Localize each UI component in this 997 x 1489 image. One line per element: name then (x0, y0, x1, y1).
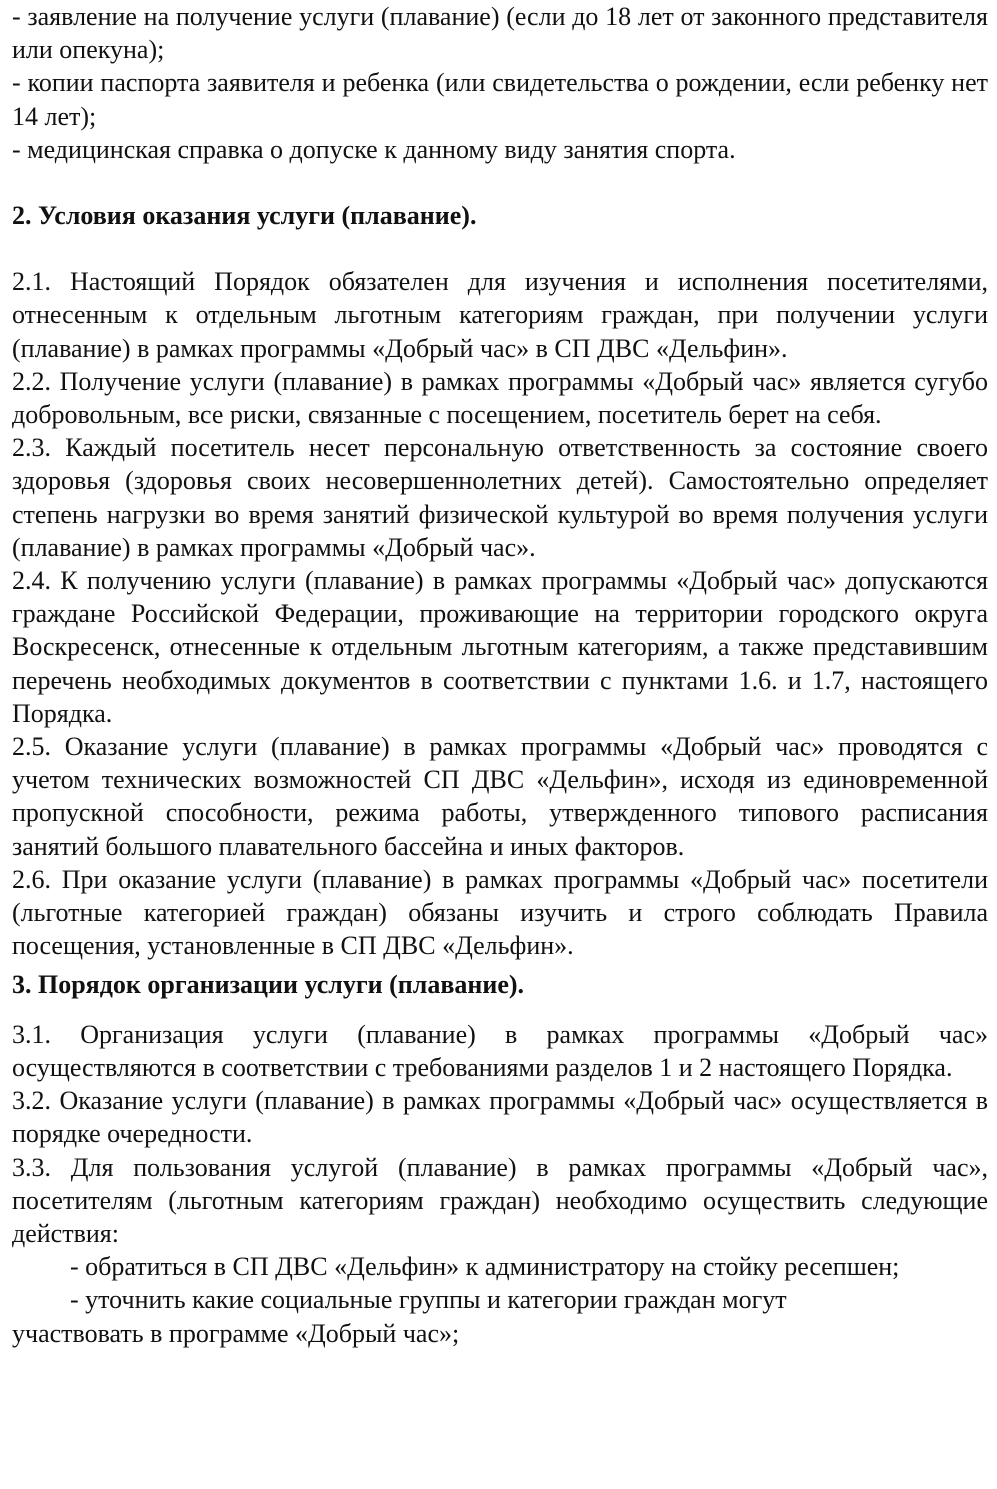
intro-item: - заявление на получение услуги (плавание) (если до 18 лет от законного представителя или опекуна); (12, 2, 988, 65)
section-2-item: 2.2. Получение услуги (плавание) в рамках программы «Добрый час» является сугубо добровольным, все риски, связанные с посещением, посетитель берет на себя. (12, 366, 988, 430)
intro-item: - копии паспорта заявителя и ребенка (или свидетельства о рождении, если ребенку нет 14 лет); (12, 68, 988, 131)
section-3-sub-item: - уточнить какие социальные группы и категории граждан могут (70, 1285, 787, 1315)
section-3-item: 3.2. Оказание услуги (плавание) в рамках программы «Добрый час» осуществляется в порядке очередности. (12, 1086, 988, 1149)
spacer (12, 166, 988, 199)
spacer (12, 1002, 988, 1018)
section-3-heading: 3. Порядок организации услуги (плавание). (12, 970, 525, 1000)
section-3-sub-item: - обратиться в СП ДВС «Дельфин» к администратору на стойку ресепшен; (70, 1252, 900, 1282)
section-3-item: 3.1. Организация услуги (плавание) в рамках программы «Добрый час» осуществляются в соответствии с требованиями разделов 1 и 2 настоящего Порядка. (12, 1019, 988, 1082)
intro-item: - медицинская справка о допуске к данному виду занятия спорта. (12, 134, 736, 164)
document-body (12, 0, 988, 1350)
section-2-item: 2.6. При оказание услуги (плавание) в рамках программы «Добрый час» посетители (льготные категорией граждан) обязаны изучить и строго соблюдать Правила посещения, установленные в СП ДВС «Дельфин». (12, 864, 988, 961)
section-2-item: 2.1. Настоящий Порядок обязателен для изучения и исполнения посетителями, отнесенным к отдельным льготным категориям граждан, при получении услуги (плавание) в рамках программы «Добрый час» в СП ДВС «Дельфин». (12, 267, 988, 363)
section-2-item: 2.4. К получению услуги (плавание) в рамках программы «Добрый час» допускаются граждане Российской Федерации, проживающие на территории городского округа Воскресенск, отнесенные к отдельным льготным категориям, а также представившим перечень необходимых документов в соответствии с пунктами 1.6. и 1.7, настоящего Порядка. (12, 566, 988, 728)
section-2-heading: 2. Условия оказания услуги (плавание). (12, 201, 477, 231)
section-3-sub-item-continuation: участвовать в программе «Добрый час»; (12, 1318, 460, 1348)
section-2-item: 2.5. Оказание услуги (плавание) в рамках программы «Добрый час» проводятся с учетом технических возможностей СП ДВС «Дельфин», исходя из единовременной пропускной способности, режима работы, утвержденного типового расписания занятий большого плавательного бассейна и иных факторов. (12, 732, 988, 861)
spacer (12, 232, 988, 265)
section-3-item: 3.3. Для пользования услугой (плавание) в рамках программы «Добрый час», посетителям (льготным категориям граждан) необходимо осуществить следующие действия: (12, 1152, 988, 1248)
section-2-item: 2.3. Каждый посетитель несет персональную ответственность за состояние своего здоровья (здоровья своих несовершеннолетних детей). Самостоятельно определяет степень нагрузки во время занятий физической культурой во время получения услуги (плавание) в рамках программы «Добрый час». (12, 433, 988, 562)
